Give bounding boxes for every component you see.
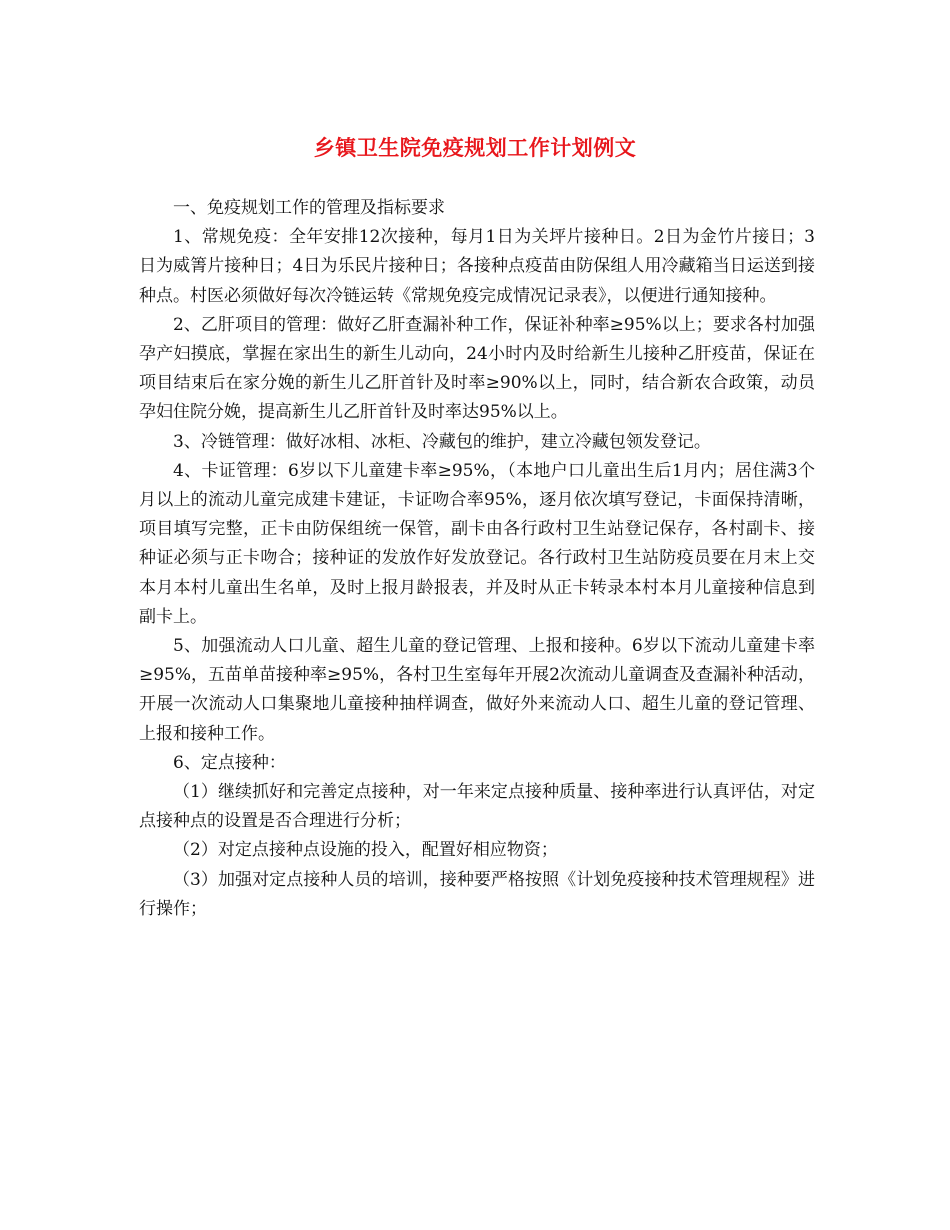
paragraph-floating-population: 5、加强流动人口儿童、超生儿童的登记管理、上报和接种。6岁以下流动儿童建卡率≥95%，五苗单苗接种率≥95%，各村卫生室每年开展2次流动儿童调查及查漏补种活动，开展一次流动人口集聚地儿童接种抽样调查，做好外来流动人口、超生儿童的登记管理、上报和接种工作。	[139, 636, 815, 744]
paragraph-card-management: 4、卡证管理：6岁以下儿童建卡率≥95%，（本地户口儿童出生后1月内；居住满3个月以上的流动儿童完成建卡建证，卡证吻合率95%，逐月依次填写登记，卡面保持清晰，项目填写完整，正卡由防保组统一保管，副卡由各行政村卫生站登记保存，各村副卡、接种证必须与正卡吻合；接种证的发放作好发放登记。各行政村卫生站防疫员要在月末上交本月本村儿童出生名单，及时上报月龄报表，并及时从正卡转录本村本月儿童接种信息到副卡上。	[139, 460, 815, 627]
paragraph-hepatitis-b: 2、乙肝项目的管理：做好乙肝查漏补种工作，保证补种率≥95%以上；要求各村加强孕产妇摸底，掌握在家出生的新生儿动向，24小时内及时给新生儿接种乙肝疫苗，保证在项目结束后在家分娩的新生儿乙肝首针及时率≥90%以上，同时，结合新农合政策，动员孕妇住院分娩，提高新生儿乙肝首针及时率达95%以上。	[139, 314, 815, 423]
list-item: （2）对定点接种点设施的投入，配置好相应物资；	[173, 840, 558, 861]
document-body	[139, 194, 815, 924]
page-title: 乡镇卫生院免疫规划工作计划例文	[313, 135, 637, 161]
paragraph-cold-chain: 3、冷链管理：做好冰相、冰柜、冷藏包的维护，建立冷藏包领发登记。	[173, 431, 711, 452]
list-item: （3）加强对定点接种人员的培训，接种要严格按照《计划免疫接种技术管理规程》进行操作；	[139, 869, 815, 919]
paragraph-routine-immunization: 1、常规免疫：全年安排12次接种，每月1日为关坪片接种日。2日为金竹片接日；3日为威箐片接种日；4日为乐民片接种日；各接种点疫苗由防保组人用冷藏箱当日运送到接种点。村医必须做好每次冷链运转《常规免疫完成情况记录表》，以便进行通知接种。	[139, 227, 815, 306]
list-item: （1）继续抓好和完善定点接种，对一年来定点接种质量、接种率进行认真评估，对定点接种点的设置是否合理进行分析；	[139, 782, 815, 832]
paragraph-fixed-point-heading: 6、定点接种：	[173, 752, 286, 773]
section-heading: 一、免疫规划工作的管理及指标要求	[173, 198, 445, 218]
